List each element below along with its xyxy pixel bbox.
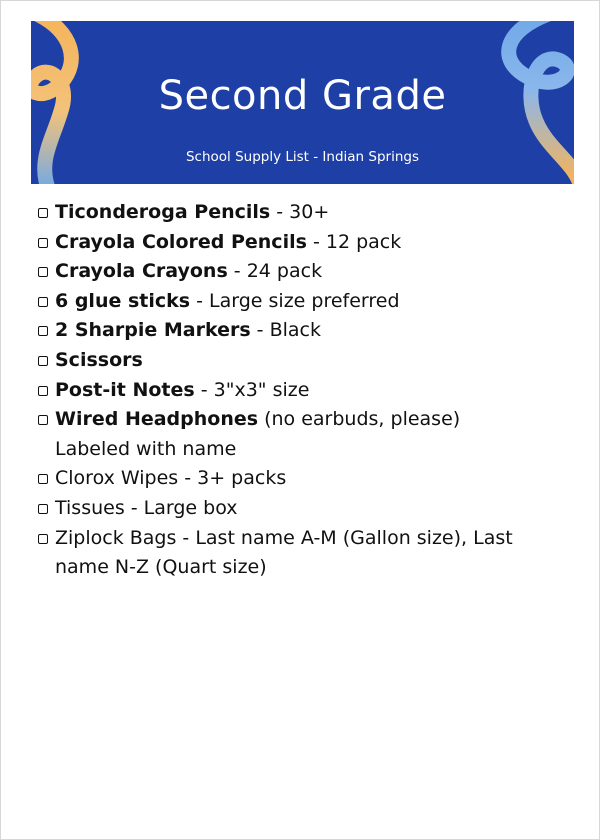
list-item <box>37 405 577 464</box>
list-item <box>37 524 577 583</box>
item-detail: - 12 pack <box>306 230 402 253</box>
item-name: 6 glue sticks <box>55 289 191 312</box>
checkbox-icon[interactable] <box>38 297 48 307</box>
checkbox-icon[interactable] <box>38 504 48 514</box>
checkbox-icon[interactable] <box>38 386 48 396</box>
list-item <box>37 198 577 228</box>
list-item <box>37 376 577 406</box>
item-detail: - 24 pack <box>227 260 323 283</box>
list-item <box>37 287 577 317</box>
item-text: Tissues - Large box <box>55 496 238 519</box>
checkbox-icon[interactable] <box>38 208 48 218</box>
checkbox-icon[interactable] <box>38 474 48 484</box>
list-item <box>37 316 577 346</box>
item-name: Crayola Crayons <box>55 260 228 283</box>
list-item <box>37 464 577 494</box>
page-title: Second Grade <box>158 73 447 119</box>
checkbox-icon[interactable] <box>38 267 48 277</box>
list-item <box>37 346 577 376</box>
item-detail: - Black <box>250 319 321 342</box>
header-banner <box>31 21 574 184</box>
item-continuation: Labeled with name <box>55 437 237 460</box>
checkbox-icon[interactable] <box>38 356 48 366</box>
item-detail: - 3"x3" size <box>194 378 310 401</box>
checkbox-icon[interactable] <box>38 238 48 248</box>
item-detail: (no earbuds, please) <box>258 408 461 431</box>
item-detail: - Large size preferred <box>190 289 400 312</box>
item-text: Ziplock Bags - Last name A-M (Gallon size), Last <box>55 526 513 549</box>
list-item <box>37 494 577 524</box>
item-name: Ticonderoga Pencils <box>55 201 271 223</box>
item-name: Post-it Notes <box>55 378 195 401</box>
item-name: 2 Sharpie Markers <box>55 319 251 342</box>
item-continuation: name N-Z (Quart size) <box>55 556 267 579</box>
item-name: Scissors <box>55 348 143 371</box>
item-text: Clorox Wipes - 3+ packs <box>55 467 287 490</box>
list-item <box>37 257 577 287</box>
item-name: Crayola Colored Pencils <box>55 230 307 253</box>
checkbox-icon[interactable] <box>38 534 48 544</box>
supply-list <box>37 198 577 583</box>
checkbox-icon[interactable] <box>38 326 48 336</box>
list-item <box>37 228 577 258</box>
item-name: Wired Headphones <box>55 408 259 431</box>
checkbox-icon[interactable] <box>38 415 48 425</box>
page-subtitle: School Supply List - Indian Springs <box>185 149 420 165</box>
item-detail: - 30+ <box>270 201 330 223</box>
